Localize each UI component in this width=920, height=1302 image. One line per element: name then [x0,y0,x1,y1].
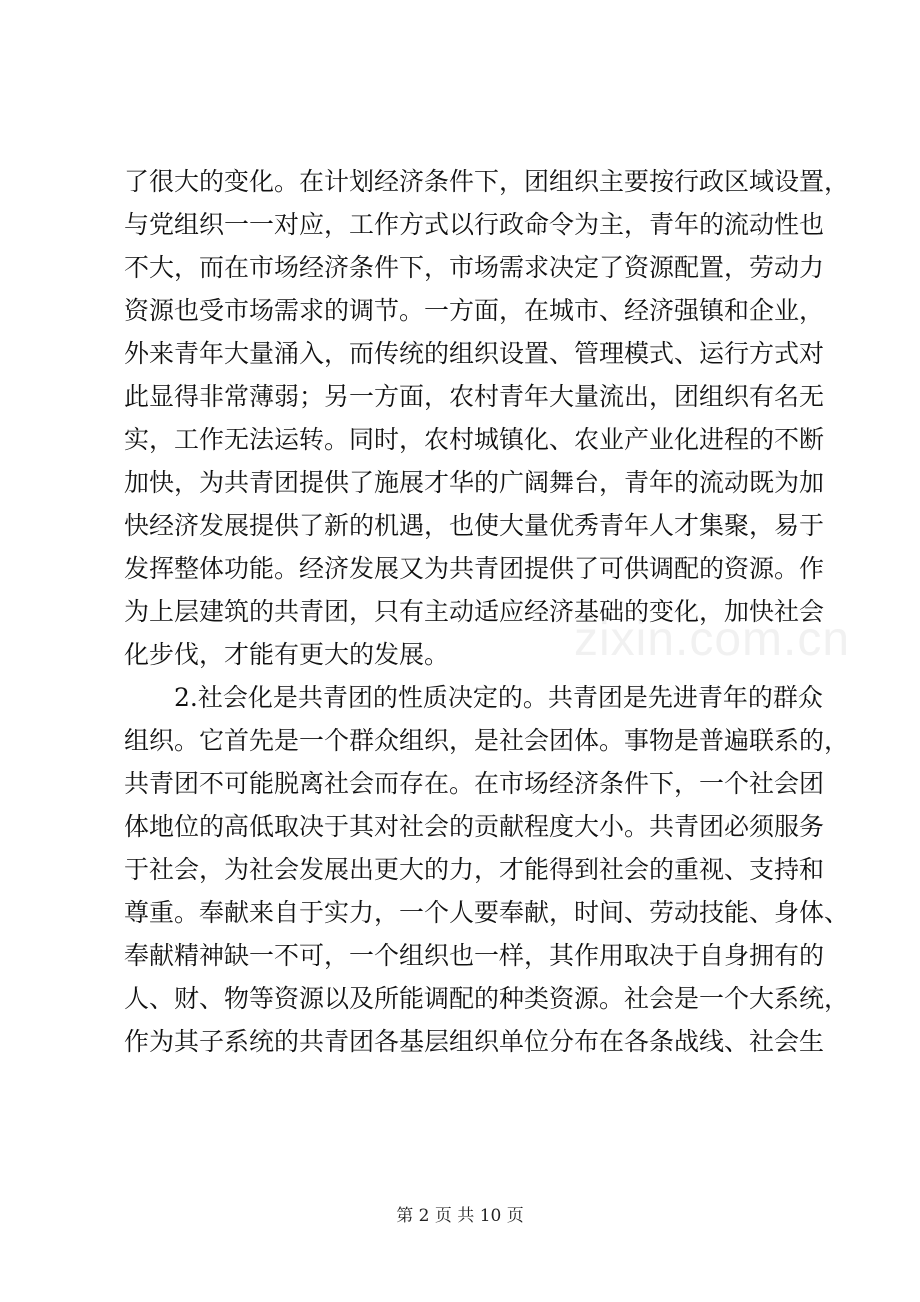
text-line: 加快，为共青团提供了施展才华的广阔舞台，青年的流动既为加 [124,468,825,497]
text-line: 作为其子系统的共青团各基层组织单位分布在各条战线、社会生 [124,1027,825,1056]
text-line: 发挥整体功能。经济发展又为共青团提供了可供调配的资源。作 [124,554,825,583]
document-body [124,160,850,1063]
text-line: 化步伐，才能有更大的发展。 [124,640,450,669]
text-line: 共青团不可能脱离社会而存在。在市场经济条件下，一个社会团 [124,769,825,798]
text-line: 于社会，为社会发展出更大的力，才能得到社会的重视、支持和 [124,855,825,884]
text-line: 资源也受市场需求的调节。一方面，在城市、经济强镇和企业， [124,296,825,325]
text-line: 奉献精神缺一不可，一个组织也一样，其作用取决于自身拥有的 [124,941,825,970]
text-line: 2.社会化是共青团的性质决定的。共青团是先进青年的群众 [174,683,823,712]
text-line: 尊重。奉献来自于实力，一个人要奉献，时间、劳动技能、身体、 [124,898,850,927]
text-line: 不大，而在市场经济条件下，市场需求决定了资源配置，劳动力 [124,253,825,282]
text-line: 组织。它首先是一个群众组织，是社会团体。事物是普遍联系的， [124,726,850,755]
text-line: 外来青年大量涌入，而传统的组织设置、管理模式、运行方式对 [124,339,825,368]
text-line: 了很大的变化。在计划经济条件下，团组织主要按行政区域设置， [124,167,850,196]
text-line: 为上层建筑的共青团，只有主动适应经济基础的变化，加快社会 [124,597,825,626]
text-line: 此显得非常薄弱；另一方面，农村青年大量流出，团组织有名无 [124,382,825,411]
text-line: 与党组织一一对应，工作方式以行政命令为主，青年的流动性也 [124,210,825,239]
text-line: 体地位的高低取决于其对社会的贡献程度大小。共青团必须服务 [124,812,825,841]
text-line: 快经济发展提供了新的机遇，也使大量优秀青年人才集聚，易于 [124,511,825,540]
watermark: zixin.com.cn [574,613,851,666]
text-line: 实，工作无法运转。同时，农村城镇化、农业产业化进程的不断 [124,425,825,454]
page-number-footer: 第 2 页 共 10 页 [396,1206,524,1226]
text-line: 人、财、物等资源以及所能调配的种类资源。社会是一个大系统， [124,984,850,1013]
